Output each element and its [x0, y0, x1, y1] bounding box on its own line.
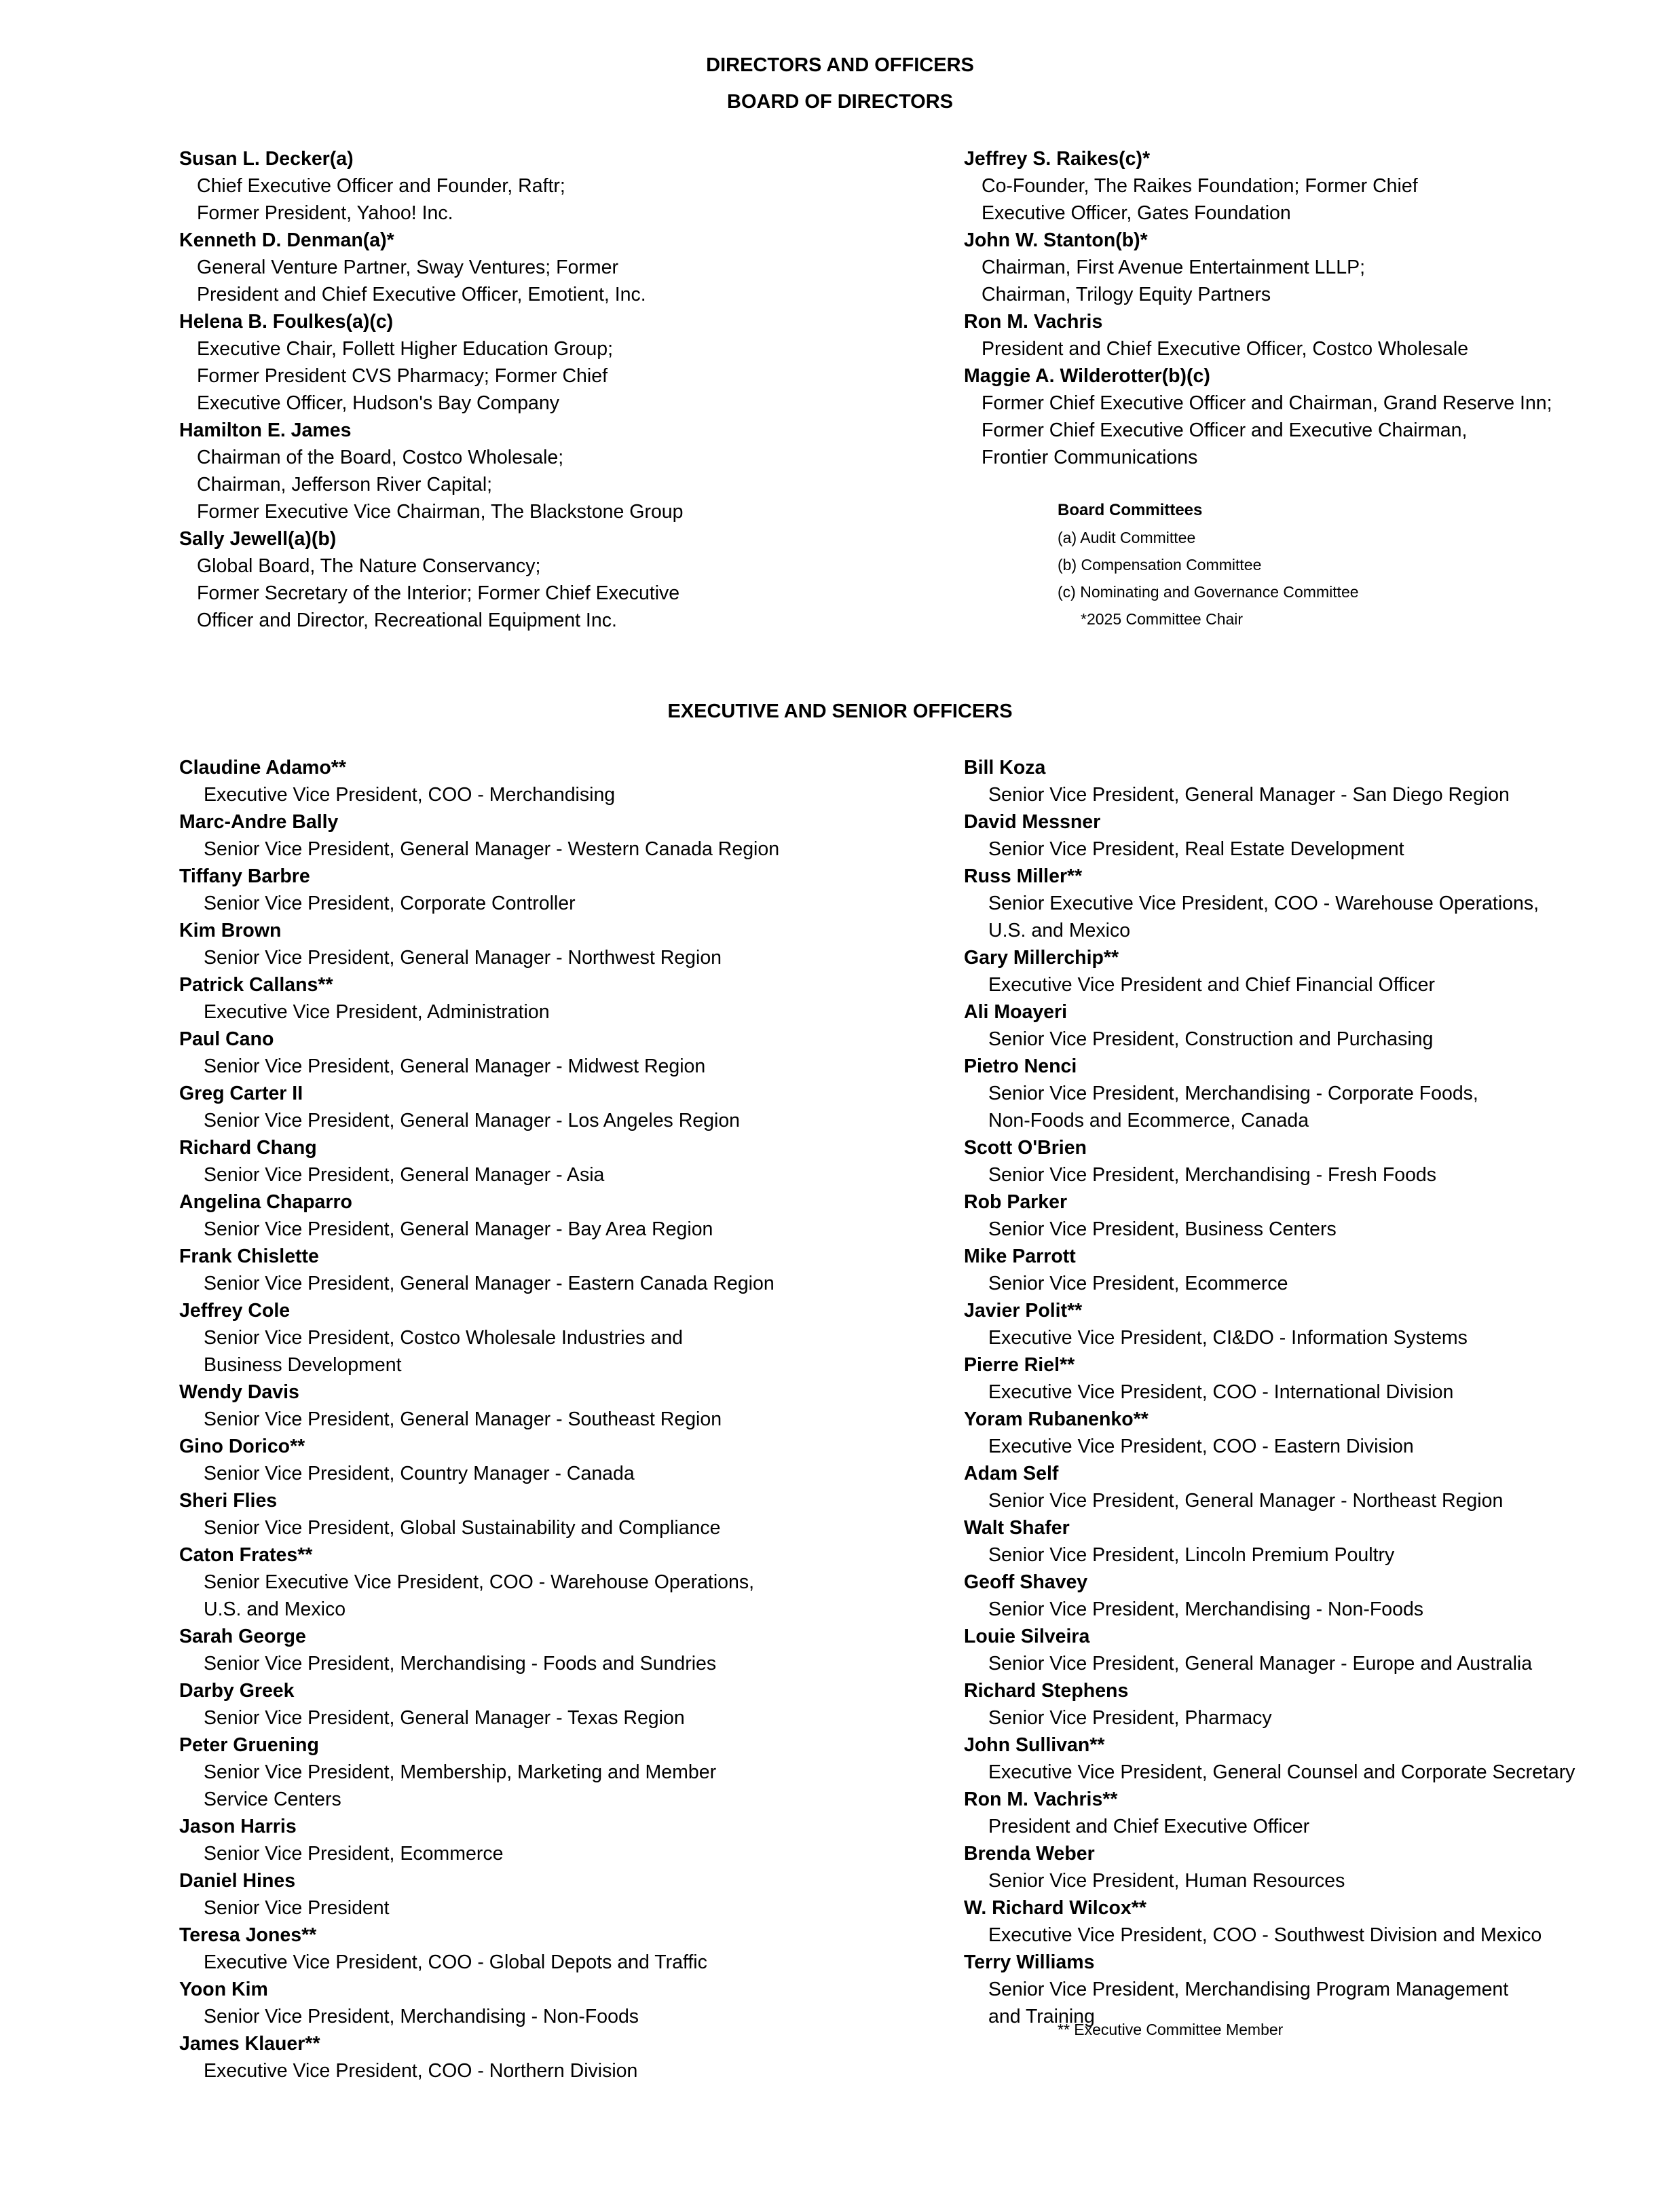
person-entry — [179, 808, 779, 863]
person-role-line: Chairman, Jefferson River Capital; — [197, 474, 493, 495]
person-name: Hamilton E. James — [179, 419, 352, 441]
person-role-line: Non-Foods and Ecommerce, Canada — [988, 1110, 1309, 1131]
person-name: Bill Koza — [964, 757, 1046, 779]
person-role-line: Senior Vice President, General Manager - Los Angeles Region — [204, 1110, 741, 1131]
person-role-line: Senior Vice President, Merchandising Program Management — [988, 1979, 1509, 2000]
person-role-line: Senior Vice President, Human Resources — [988, 1870, 1345, 1892]
person-name: Richard Stephens — [964, 1680, 1129, 1702]
person-role-line: Former Secretary of the Interior; Former Chief Executive — [197, 582, 680, 604]
person-entry — [179, 1297, 779, 1379]
person-name: Javier Polit** — [964, 1300, 1083, 1322]
person-entry — [964, 362, 1552, 471]
person-entry — [964, 1134, 1575, 1189]
person-name: Kim Brown — [179, 920, 282, 941]
person-role-line: Executive Vice President and Chief Financial Officer — [988, 974, 1435, 996]
person-role-line: Executive Officer, Gates Foundation — [982, 202, 1291, 224]
person-role-line: Senior Vice President, Pharmacy — [988, 1707, 1272, 1729]
person-entry — [179, 971, 779, 1026]
person-entry — [964, 1569, 1575, 1623]
person-role-line: Executive Vice President, CI&DO - Information Systems — [988, 1327, 1468, 1349]
person-name: Scott O'Brien — [964, 1137, 1087, 1159]
person-role-line: Chairman, First Avenue Entertainment LLLP; — [982, 257, 1366, 278]
person-name: Peter Gruening — [179, 1734, 319, 1756]
person-entry — [179, 1867, 779, 1922]
person-name: Daniel Hines — [179, 1870, 296, 1892]
person-role-line: Global Board, The Nature Conservancy; — [197, 555, 541, 577]
person-name: Sheri Flies — [179, 1490, 278, 1512]
person-role-line: Senior Vice President, General Manager - Southeast Region — [204, 1408, 722, 1430]
person-name: Marc-Andre Bally — [179, 811, 339, 833]
person-role-line: President and Chief Executive Officer, Costco Wholesale — [982, 338, 1469, 360]
person-role-line: Senior Vice President, General Manager - Asia — [204, 1164, 605, 1186]
person-entry — [179, 1026, 779, 1080]
person-entry — [179, 1677, 779, 1732]
person-role-line: Senior Vice President, Corporate Controller — [204, 893, 576, 914]
person-entry — [964, 944, 1575, 998]
person-role-line: President and Chief Executive Officer — [988, 1816, 1310, 1837]
person-name: John W. Stanton(b)* — [964, 229, 1148, 251]
person-name: Walt Shafer — [964, 1517, 1070, 1539]
person-entry — [964, 1351, 1575, 1406]
person-entry — [179, 754, 779, 808]
person-name: Caton Frates** — [179, 1544, 313, 1566]
board-right-column — [964, 145, 1552, 471]
person-role-line: Business Development — [204, 1354, 402, 1376]
person-role-line: Senior Vice President, Business Centers — [988, 1218, 1337, 1240]
person-name: Ali Moayeri — [964, 1001, 1068, 1023]
person-entry — [964, 808, 1575, 863]
person-entry — [179, 1732, 779, 1813]
person-name: Susan L. Decker(a) — [179, 148, 354, 170]
person-role-line: Executive Vice President, COO - Global Depots and Traffic — [204, 1951, 707, 1973]
person-role-line: Senior Vice President, Merchandising - Foods and Sundries — [204, 1653, 717, 1675]
person-role-line: and Training — [988, 2006, 1095, 2027]
board-heading: BOARD OF DIRECTORS — [727, 91, 953, 113]
person-role-line: Senior Executive Vice President, COO - Warehouse Operations, — [988, 893, 1539, 914]
person-entry — [179, 1433, 779, 1487]
page-title: DIRECTORS AND OFFICERS — [706, 54, 974, 76]
person-role-line: Executive Vice President, COO - Northern Division — [204, 2060, 638, 2082]
person-entry — [964, 1460, 1575, 1514]
person-role-line: Senior Vice President, Ecommerce — [988, 1273, 1288, 1294]
person-role-line: Executive Vice President, Administration — [204, 1001, 550, 1023]
person-role-line: Senior Vice President — [204, 1897, 390, 1919]
person-role-line: Senior Vice President, Merchandising - Non-Foods — [204, 2006, 639, 2027]
person-entry — [964, 863, 1575, 944]
person-role-line: Senior Vice President, Membership, Marketing and Member — [204, 1761, 717, 1783]
person-name: Patrick Callans** — [179, 974, 333, 996]
person-role-line: Senior Executive Vice President, COO - Warehouse Operations, — [204, 1571, 755, 1593]
person-entry — [179, 1080, 779, 1134]
person-entry — [964, 1189, 1575, 1243]
person-entry — [964, 1894, 1575, 1949]
board-committees-legend — [1058, 497, 1359, 633]
person-role-line: General Venture Partner, Sway Ventures; Former — [197, 257, 618, 278]
person-name: Ron M. Vachris** — [964, 1789, 1118, 1810]
committee-nominating: (c) Nominating and Governance Committee — [1058, 583, 1359, 601]
person-name: Sarah George — [179, 1626, 306, 1647]
person-role-line: Former President CVS Pharmacy; Former Chief — [197, 365, 608, 387]
person-entry — [179, 1976, 779, 2030]
person-name: Jason Harris — [179, 1816, 297, 1837]
person-role-line: Co-Founder, The Raikes Foundation; Former Chief — [982, 175, 1418, 197]
person-role-line: Former President, Yahoo! Inc. — [197, 202, 453, 224]
person-role-line: Senior Vice President, General Manager - Texas Region — [204, 1707, 685, 1729]
person-entry — [964, 998, 1575, 1053]
person-role-line: Senior Vice President, Lincoln Premium Poultry — [988, 1544, 1395, 1566]
person-name: Yoon Kim — [179, 1979, 268, 2000]
person-role-line: Chairman of the Board, Costco Wholesale; — [197, 447, 564, 468]
person-entry — [179, 1379, 779, 1433]
person-role-line: Executive Vice President, General Counsel and Corporate Secretary — [988, 1761, 1575, 1783]
person-role-line: Senior Vice President, Merchandising - Non-Foods — [988, 1598, 1424, 1620]
person-entry — [179, 227, 684, 308]
exec-heading: EXECUTIVE AND SENIOR OFFICERS — [667, 700, 1013, 722]
person-role-line: Senior Vice President, General Manager - San Diego Region — [988, 784, 1510, 806]
committee-chair-note: *2025 Committee Chair — [1081, 610, 1244, 628]
person-entry — [964, 1786, 1575, 1840]
person-role-line: Senior Vice President, General Manager - Western Canada Region — [204, 838, 780, 860]
person-name: Frank Chislette — [179, 1246, 319, 1267]
person-entry — [179, 145, 684, 227]
person-role-line: U.S. and Mexico — [988, 920, 1131, 941]
person-name: Ron M. Vachris — [964, 311, 1103, 333]
person-role-line: Chief Executive Officer and Founder, Raftr; — [197, 175, 565, 197]
person-name: Rob Parker — [964, 1191, 1068, 1213]
person-role-line: Senior Vice President, Costco Wholesale Industries and — [204, 1327, 684, 1349]
person-name: Richard Chang — [179, 1137, 317, 1159]
person-role-line: Senior Vice President, General Manager - Northeast Region — [988, 1490, 1504, 1512]
person-entry — [964, 754, 1575, 808]
person-name: Mike Parrott — [964, 1246, 1076, 1267]
person-role-line: Senior Vice President, Ecommerce — [204, 1843, 504, 1865]
person-name: Terry Williams — [964, 1951, 1095, 1973]
person-name: Gino Dorico** — [179, 1436, 305, 1457]
person-entry — [179, 1487, 779, 1541]
person-entry — [179, 917, 779, 971]
person-entry — [179, 525, 684, 634]
person-role-line: Senior Vice President, Construction and Purchasing — [988, 1028, 1434, 1050]
person-role-line: Senior Vice President, Merchandising - Fresh Foods — [988, 1164, 1437, 1186]
person-entry — [964, 1623, 1575, 1677]
person-entry — [179, 1243, 779, 1297]
person-name: Darby Greek — [179, 1680, 295, 1702]
committee-audit: (a) Audit Committee — [1058, 529, 1196, 546]
person-role-line: Senior Vice President, General Manager - Bay Area Region — [204, 1218, 713, 1240]
person-entry — [964, 308, 1552, 362]
person-entry — [964, 1243, 1575, 1297]
person-name: Wendy Davis — [179, 1381, 299, 1403]
person-role-line: Executive Vice President, COO - Merchandising — [204, 784, 616, 806]
person-entry — [179, 308, 684, 417]
person-entry — [179, 1922, 779, 1976]
committee-compensation: (b) Compensation Committee — [1058, 556, 1262, 574]
person-role-line: Service Centers — [204, 1789, 341, 1810]
person-entry — [179, 1623, 779, 1677]
committees-title: Board Committees — [1058, 501, 1203, 519]
person-entry — [964, 1053, 1575, 1134]
person-role-line: Senior Vice President, Real Estate Development — [988, 838, 1404, 860]
person-entry — [964, 1297, 1575, 1351]
person-entry — [964, 1406, 1575, 1460]
person-role-line: Executive Chair, Follett Higher Education Group; — [197, 338, 614, 360]
person-role-line: Executive Vice President, COO - International Division — [988, 1381, 1454, 1403]
person-name: Pierre Riel** — [964, 1354, 1075, 1376]
person-role-line: Frontier Communications — [982, 447, 1198, 468]
person-name: Kenneth D. Denman(a)* — [179, 229, 394, 251]
person-entry — [179, 417, 684, 525]
person-entry — [179, 863, 779, 917]
person-name: John Sullivan** — [964, 1734, 1105, 1756]
person-role-line: Senior Vice President, General Manager - Eastern Canada Region — [204, 1273, 774, 1294]
person-entry — [179, 1189, 779, 1243]
person-name: Paul Cano — [179, 1028, 274, 1050]
person-role-line: Senior Vice President, General Manager - Northwest Region — [204, 947, 722, 969]
person-name: James Klauer** — [179, 2033, 320, 2055]
person-role-line: Executive Officer, Hudson's Bay Company — [197, 392, 559, 414]
board-left-column — [179, 145, 684, 634]
person-role-line: Senior Vice President, Global Sustainability and Compliance — [204, 1517, 721, 1539]
person-name: Angelina Chaparro — [179, 1191, 352, 1213]
person-name: Geoff Shavey — [964, 1571, 1088, 1593]
person-entry — [179, 1813, 779, 1867]
person-role-line: Senior Vice President, General Manager - Europe and Australia — [988, 1653, 1533, 1675]
person-name: Russ Miller** — [964, 865, 1083, 887]
person-entry — [179, 2030, 779, 2084]
person-role-line: Former Chief Executive Officer and Chairman, Grand Reserve Inn; — [982, 392, 1552, 414]
person-name: W. Richard Wilcox** — [964, 1897, 1146, 1919]
person-role-line: Executive Vice President, COO - Southwest Division and Mexico — [988, 1924, 1542, 1946]
person-name: Jeffrey S. Raikes(c)* — [964, 148, 1151, 170]
person-entry — [964, 227, 1552, 308]
person-name: Pietro Nenci — [964, 1055, 1077, 1077]
person-role-line: Former Executive Vice Chairman, The Blackstone Group — [197, 501, 684, 523]
person-entry — [964, 1732, 1575, 1786]
person-name: David Messner — [964, 811, 1101, 833]
person-name: Jeffrey Cole — [179, 1300, 291, 1322]
exec-committee-note-wrap — [1058, 2016, 1283, 2043]
exec-committee-note: ** Executive Committee Member — [1058, 2021, 1284, 2038]
person-name: Adam Self — [964, 1463, 1059, 1484]
person-role-line: Senior Vice President, Merchandising - Corporate Foods, — [988, 1083, 1478, 1104]
person-name: Brenda Weber — [964, 1843, 1095, 1865]
person-role-line: Chairman, Trilogy Equity Partners — [982, 284, 1271, 305]
exec-left-column — [179, 754, 779, 2084]
person-entry — [964, 145, 1552, 227]
person-name: Louie Silveira — [964, 1626, 1090, 1647]
person-role-line: Executive Vice President, COO - Eastern Division — [988, 1436, 1414, 1457]
person-name: Tiffany Barbre — [179, 865, 310, 887]
person-entry — [964, 1840, 1575, 1894]
person-role-line: Former Chief Executive Officer and Executive Chairman, — [982, 419, 1468, 441]
person-name: Sally Jewell(a)(b) — [179, 528, 337, 550]
person-name: Gary Millerchip** — [964, 947, 1119, 969]
person-entry — [179, 1541, 779, 1623]
exec-right-column — [964, 754, 1575, 2030]
person-name: Greg Carter II — [179, 1083, 303, 1104]
person-entry — [964, 1677, 1575, 1732]
person-role-line: Senior Vice President, General Manager - Midwest Region — [204, 1055, 706, 1077]
person-entry — [179, 1134, 779, 1189]
person-entry — [964, 1514, 1575, 1569]
person-name: Yoram Rubanenko** — [964, 1408, 1149, 1430]
person-name: Maggie A. Wilderotter(b)(c) — [964, 365, 1210, 387]
person-name: Helena B. Foulkes(a)(c) — [179, 311, 394, 333]
person-name: Teresa Jones** — [179, 1924, 317, 1946]
person-role-line: Officer and Director, Recreational Equipment Inc. — [197, 610, 617, 631]
person-role-line: President and Chief Executive Officer, Emotient, Inc. — [197, 284, 646, 305]
person-name: Claudine Adamo** — [179, 757, 346, 779]
person-role-line: Senior Vice President, Country Manager - Canada — [204, 1463, 635, 1484]
person-role-line: U.S. and Mexico — [204, 1598, 346, 1620]
